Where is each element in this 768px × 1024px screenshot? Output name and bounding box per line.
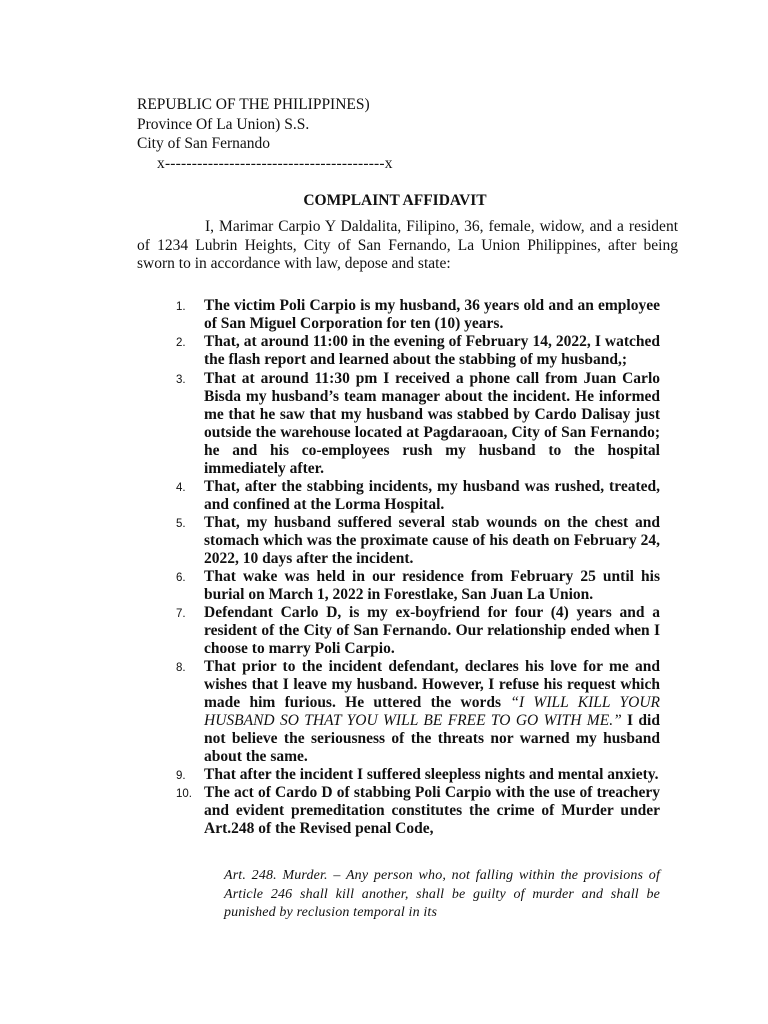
caption-republic: REPUBLIC OF THE PHILIPPINES) bbox=[137, 96, 370, 113]
list-item bbox=[176, 514, 660, 568]
list-item bbox=[176, 766, 660, 784]
item-text: That, my husband suffered several stab wounds on the chest and stomach which was the proximate cause of his death on February 24, 2022, 10 days after the incident. bbox=[204, 514, 660, 567]
caption-city: City of San Fernando bbox=[137, 135, 271, 152]
list-item bbox=[176, 297, 660, 333]
item-number: 7. bbox=[176, 608, 186, 620]
item-number: 6. bbox=[176, 572, 186, 584]
item-text: Defendant Carlo D, is my ex-boyfriend for four (4) years and a resident of the City of San Fernando. Our relationship ended when I choose to marry Poli Carpio. bbox=[204, 604, 660, 657]
item-text: The act of Cardo D of stabbing Poli Carpio with the use of treachery and evident premeditation constitutes the crime of Murder under Art.248 of the Revised penal Code, bbox=[204, 784, 660, 837]
item-number: 10. bbox=[176, 788, 192, 800]
item-number: 2. bbox=[176, 337, 186, 349]
allegations-list bbox=[176, 297, 660, 838]
item-number: 5. bbox=[176, 518, 186, 530]
list-item bbox=[176, 478, 660, 514]
item-text: That prior to the incident defendant, declares his love for me and wishes that I leave my husband. However, I refuse his request which made him furious. He uttered the words bbox=[204, 658, 660, 711]
item-number: 9. bbox=[176, 770, 186, 782]
venue-caption bbox=[137, 95, 393, 173]
intro-paragraph: I, Marimar Carpio Y Daldalita, Filipino, 36, female, widow, and a resident of 1234 Lubrin Heights, City of San Fernando, La Union Philippines, after being sworn to in accordance with law, depose and state: bbox=[137, 218, 678, 273]
item-number: 8. bbox=[176, 662, 186, 674]
list-item bbox=[176, 568, 660, 604]
item-text: That at around 11:30 pm I received a phone call from Juan Carlo Bisda my husband’s team manager about the incident. He informed me that he saw that my husband was stabbed by Cardo Dalisay just outside the warehouse located at Pagdaraoan, City of San Fernando; he and his co-employees rush my husband to the hospital immediately after. bbox=[204, 370, 660, 477]
threat-quote: “I WILL KILL YOUR HUSBAND SO THAT YOU WILL BE FREE TO GO WITH ME.” bbox=[204, 694, 660, 729]
list-item bbox=[176, 333, 660, 369]
list-item bbox=[176, 370, 660, 478]
caption-separator: x-----------------------------------------x bbox=[157, 154, 393, 172]
item-text-continued: I did not believe the seriousness of the threats nor warned my husband about the same. bbox=[204, 712, 660, 765]
item-text: That, after the stabbing incidents, my husband was rushed, treated, and confined at the Lorma Hospital. bbox=[204, 478, 660, 513]
caption-province: Province Of La Union) S.S. bbox=[137, 115, 310, 133]
item-text: That, at around 11:00 in the evening of February 14, 2022, I watched the flash report and learned about the stabbing of my husband,; bbox=[204, 333, 660, 368]
article-248-quote: Art. 248. Murder. – Any person who, not falling within the provisions of Article 246 shall kill another, shall be guilty of murder and shall be punished by reclusion temporal in its bbox=[224, 868, 660, 920]
item-text: That after the incident I suffered sleepless nights and mental anxiety. bbox=[204, 766, 659, 783]
item-text: That wake was held in our residence from February 25 until his burial on March 1, 2022 in Forestlake, San Juan La Union. bbox=[204, 568, 660, 603]
item-number: 4. bbox=[176, 482, 186, 494]
item-text: The victim Poli Carpio is my husband, 36 years old and an employee of San Miguel Corporation for ten (10) years. bbox=[204, 297, 660, 332]
list-item bbox=[176, 604, 660, 658]
item-number: 3. bbox=[176, 374, 186, 386]
document-title: COMPLAINT AFFIDAVIT bbox=[303, 192, 487, 209]
list-item bbox=[176, 784, 660, 838]
list-item bbox=[176, 658, 660, 766]
item-number: 1. bbox=[176, 301, 186, 313]
